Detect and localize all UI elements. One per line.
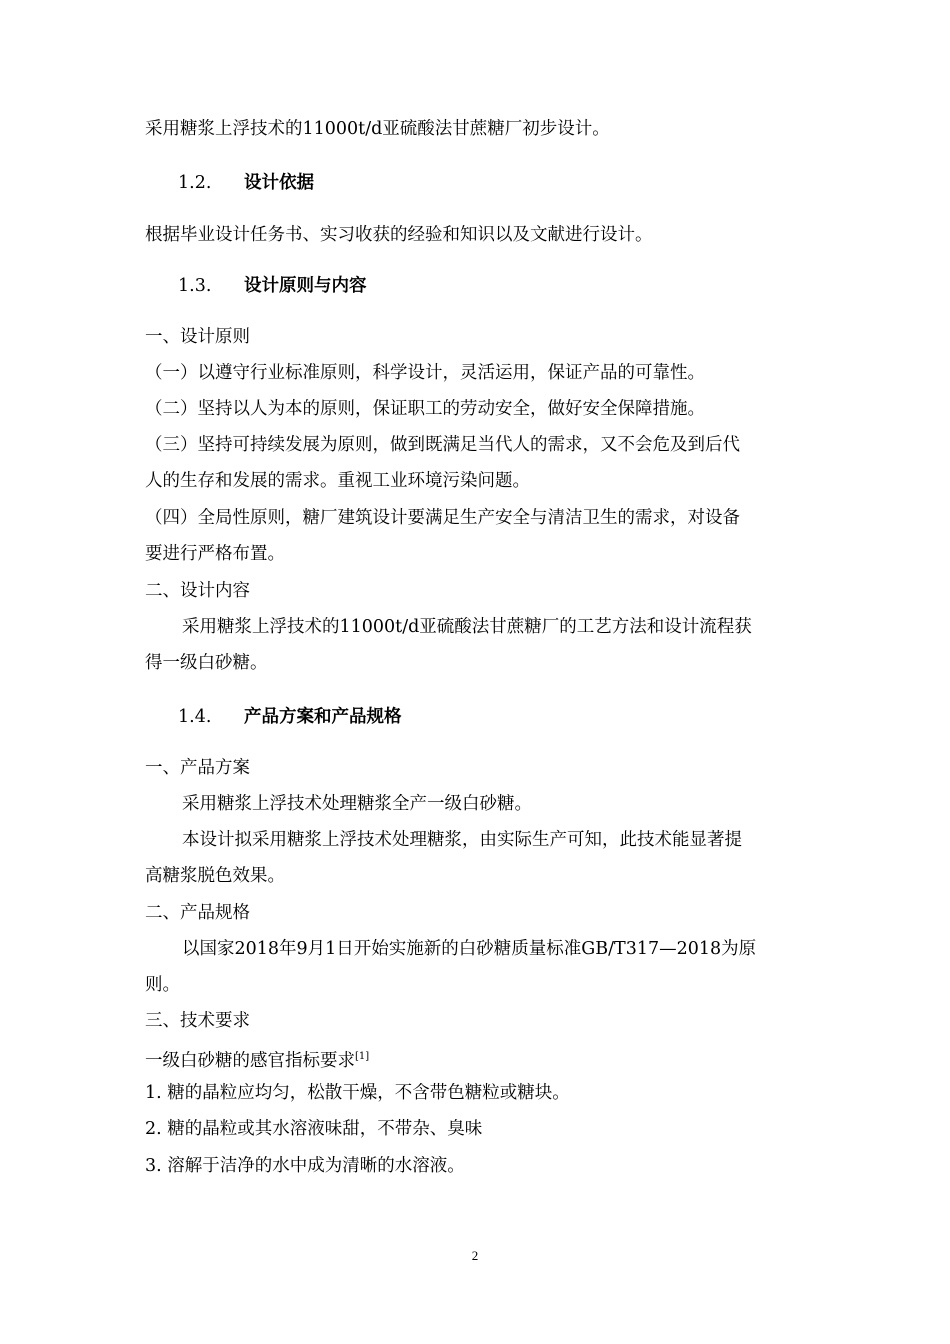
intro-paragraph: 采用糖浆上浮技术的11000t/d亚硫酸法甘蔗糖厂初步设计。 <box>145 119 610 139</box>
principle-3-line-2: 人的生存和发展的需求。重视工业环境污染问题。 <box>145 471 530 491</box>
plan-line-2a: 本设计拟采用糖浆上浮技术处理糖浆，由实际生产可知，此技术能显著提 <box>182 830 742 850</box>
tech-heading: 三、技术要求 <box>145 1011 250 1031</box>
sensory-requirements <box>145 1046 369 1072</box>
sensory-text: 一级白砂糖的感官指标要求 <box>145 1051 355 1071</box>
reference-superscript: [1] <box>355 1051 370 1062</box>
plan-line-1: 采用糖浆上浮技术处理糖浆全产一级白砂糖。 <box>182 794 532 814</box>
spec-line-1b: 则。 <box>145 975 180 995</box>
section-title: 产品方案和产品规格 <box>244 707 402 727</box>
section-title: 设计依据 <box>244 173 314 193</box>
section-number: 1.4. <box>178 707 212 727</box>
principle-4-line-1: （四）全局性原则，糖厂建筑设计要满足生产安全与清洁卫生的需求，对设备 <box>145 508 740 528</box>
principle-4-line-2: 要进行严格布置。 <box>145 544 285 564</box>
plan-heading: 一、产品方案 <box>145 758 250 778</box>
page-number: 2 <box>471 1248 479 1263</box>
plan-line-2b: 高糖浆脱色效果。 <box>145 866 285 886</box>
section-number: 1.3. <box>178 276 212 296</box>
content-line-1: 采用糖浆上浮技术的11000t/d亚硫酸法甘蔗糖厂的工艺方法和设计流程获 <box>182 617 752 637</box>
principle-3-line-1: （三）坚持可持续发展为原则，做到既满足当代人的需求，又不会危及到后代 <box>145 435 740 455</box>
content-heading: 二、设计内容 <box>145 581 250 601</box>
section-number: 1.2. <box>178 173 212 193</box>
principles-heading: 一、设计原则 <box>145 327 250 347</box>
spec-heading: 二、产品规格 <box>145 903 250 923</box>
requirement-item: 2. 糖的晶粒或其水溶液味甜，不带杂、臭味 <box>145 1119 483 1139</box>
principle-2: （二）坚持以人为本的原则，保证职工的劳动安全，做好安全保障措施。 <box>145 399 705 419</box>
principle-1: （一）以遵守行业标准原则，科学设计，灵活运用，保证产品的可靠性。 <box>145 363 705 383</box>
content-line-2: 得一级白砂糖。 <box>145 653 268 673</box>
requirement-item: 3. 溶解于洁净的水中成为清晰的水溶液。 <box>145 1156 465 1176</box>
spec-line-1a: 以国家2018年9月1日开始实施新的白砂糖质量标准GB/T317—2018为原 <box>182 939 757 959</box>
section-title: 设计原则与内容 <box>244 276 367 296</box>
basis-paragraph: 根据毕业设计任务书、实习收获的经验和知识以及文献进行设计。 <box>145 225 653 245</box>
requirement-item: 1. 糖的晶粒应均匀，松散干燥，不含带色糖粒或糖块。 <box>145 1083 570 1103</box>
